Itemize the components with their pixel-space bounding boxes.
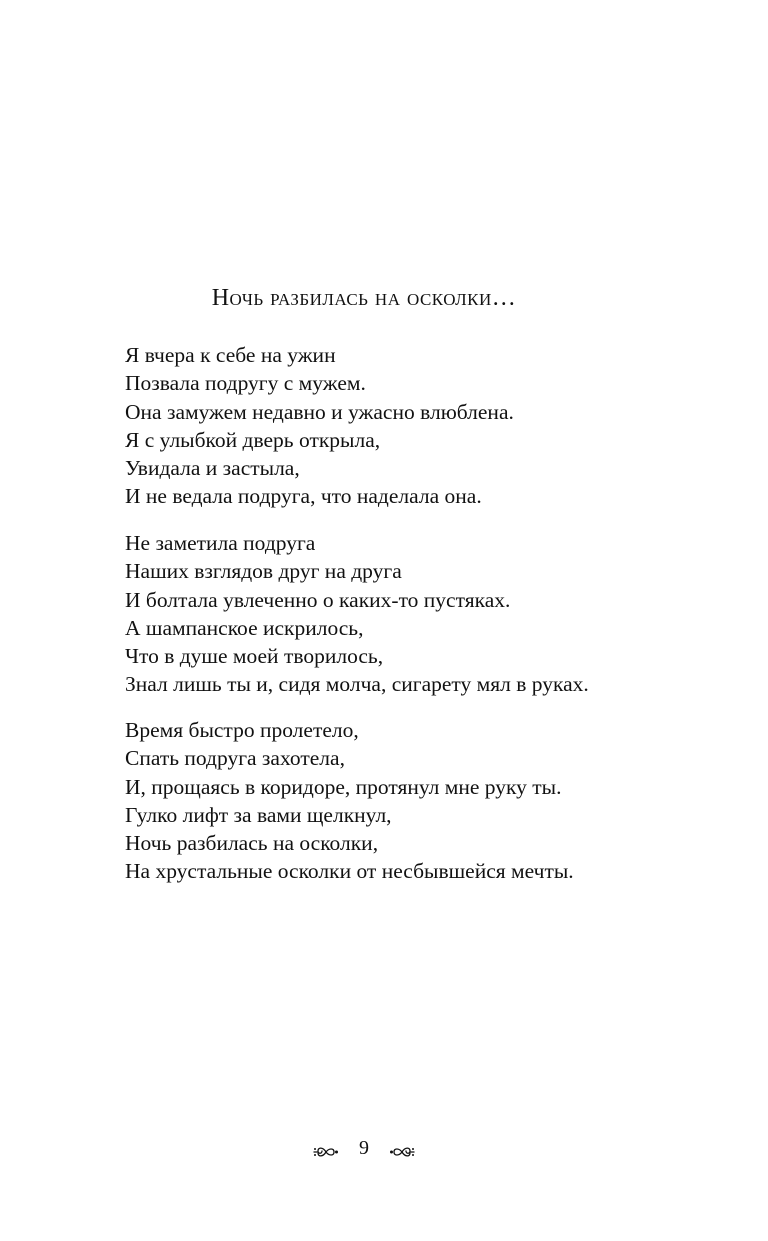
page-number: 9 (359, 1137, 369, 1160)
verse-line: Наших взглядов друг на друга (125, 559, 402, 584)
verse-line: Ночь разбилась на осколки, (125, 831, 379, 856)
verse-line: Не заметила подруга (125, 531, 316, 555)
verse-line: Позвала подругу с мужем. (125, 371, 366, 396)
verse-line: Она замужем недавно и ужасно влюблена. (125, 399, 514, 424)
verse-line: Знал лишь ты и, сидя молча, сигарету мял в руках. (125, 672, 589, 697)
verse-line: На хрустальные осколки от несбывшейся мечты. (125, 859, 574, 884)
verse-line: Увидала и застыла, (125, 456, 300, 481)
stanza-3 (125, 716, 725, 886)
verse-line: И болтала увлеченно о каких-то пустяках. (125, 587, 511, 612)
fleuron-left-icon (312, 1140, 340, 1156)
verse-line: Я с улыбкой дверь открыла, (125, 427, 381, 452)
fleuron-right-icon (388, 1140, 416, 1156)
verse-line: Что в душе моей творилось, (125, 644, 384, 669)
stanza-2 (125, 529, 725, 699)
verse-line: Я вчера к себе на ужин (125, 343, 336, 367)
verse-line: Гулко лифт за вами щелкнул, (125, 802, 392, 827)
poem-title: Ночь разбилась на осколки… (211, 285, 517, 311)
stanza-1 (125, 341, 725, 511)
verse-line: И, прощаясь в коридоре, протянул мне руку ты. (125, 774, 562, 799)
page-footer (0, 1133, 728, 1162)
verse-line: И не ведала подруга, что наделала она. (125, 484, 482, 509)
verse-line: Спать подруга захотела, (125, 746, 345, 771)
verse-line: А шампанское искрилось, (125, 615, 364, 640)
verse-line: Время быстро пролетело, (125, 718, 359, 742)
